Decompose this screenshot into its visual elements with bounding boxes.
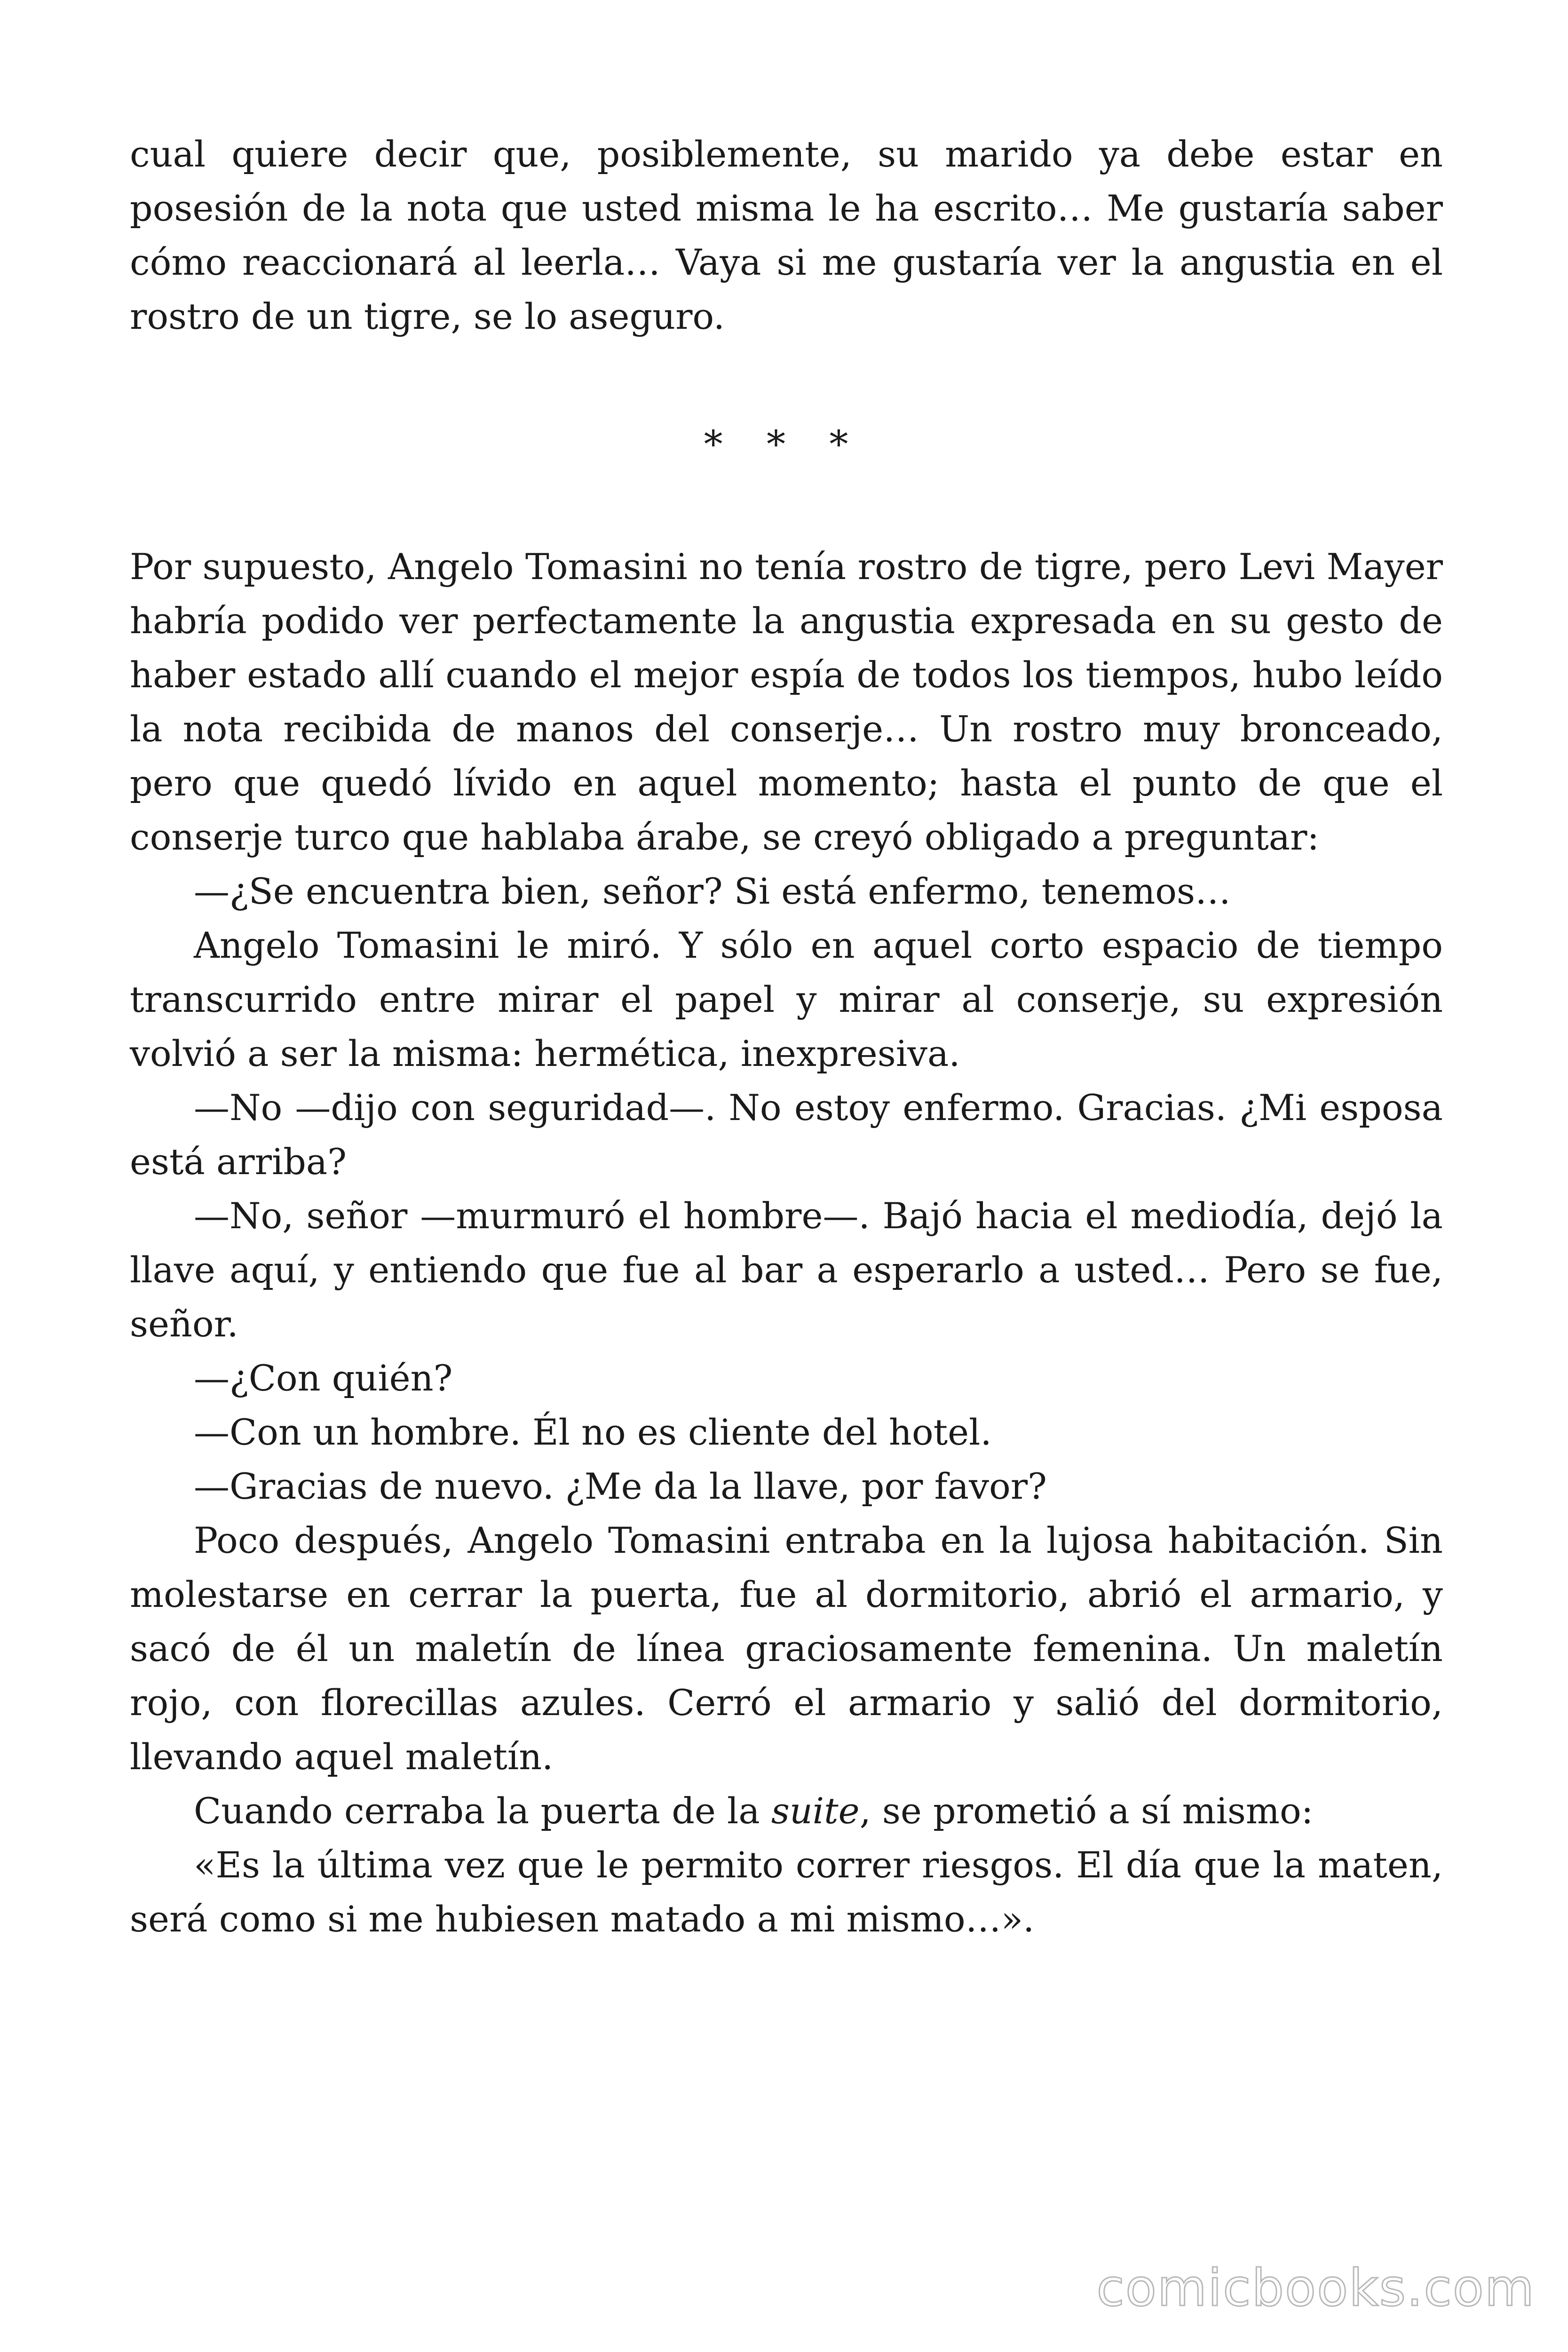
watermark: comicbooks.com (1096, 2259, 1535, 2318)
scene-separator: * * * (704, 422, 864, 466)
dialogue-line: —Gracias de nuevo. ¿Me da la llave, por favor? (194, 1465, 1047, 1507)
main-text-block (130, 540, 1443, 1946)
italic-word: suite (771, 1790, 860, 1832)
dialogue-line: —¿Se encuentra bien, señor? Si está enfermo, tenemos… (194, 870, 1231, 912)
dialogue-line: —Con un hombre. Él no es cliente del hotel. (194, 1411, 992, 1453)
paragraph: Poco después, Angelo Tomasini entraba en la lujosa habitación. Sin molestarse en cerrar la puerta, fue al dormitorio, abrió el armario, y sacó de él un maletín de línea graciosamente femenina. Un maletín rojo, con florecillas azules. Cerró el armario y salió del dormitorio, llevando aquel maletín. (130, 1519, 1443, 1778)
text-segment: , se prometió a sí mismo: (859, 1790, 1314, 1832)
paragraph (130, 1784, 1443, 1838)
quoted-thought: «Es la última vez que le permito correr riesgos. El día que la maten, será como si me hubiesen matado a mi mismo…». (130, 1844, 1443, 1940)
dialogue-line: —¿Con quién? (194, 1357, 453, 1399)
paragraph: Por supuesto, Angelo Tomasini no tenía rostro de tigre, pero Levi Mayer habría podido ver perfectamente la angustia expresada en su gesto de haber estado allí cuando el mejor espía de todos los tiempos, hubo leído la nota recibida de manos del conserje… Un rostro muy bronceado, pero que quedó lívido en aquel momento; hasta el punto de que el conserje turco que hablaba árabe, se creyó obligado a preguntar: (130, 546, 1443, 858)
top-text-block (130, 127, 1443, 343)
dialogue-line: —No —dijo con seguridad—. No estoy enfermo. Gracias. ¿Mi esposa está arriba? (130, 1087, 1443, 1183)
dialogue-line: —No, señor —murmuró el hombre—. Bajó hacia el mediodía, dejó la llave aquí, y entiendo que fue al bar a esperarlo a usted… Pero se fue, señor. (130, 1195, 1443, 1345)
paragraph-continuation: cual quiere decir que, posiblemente, su marido ya debe estar en posesión de la nota que usted misma le ha escrito… Me gustaría saber cómo reaccionará al leerla… Vaya si me gustaría ver la angustia en el rostro de un tigre, se lo aseguro. (130, 133, 1443, 337)
paragraph: Angelo Tomasini le miró. Y sólo en aquel corto espacio de tiempo transcurrido entre mirar el papel y mirar al conserje, su expresión volvió a ser la misma: hermética, inexpresiva. (130, 924, 1443, 1074)
text-segment: Cuando cerraba la puerta de la (194, 1790, 771, 1832)
